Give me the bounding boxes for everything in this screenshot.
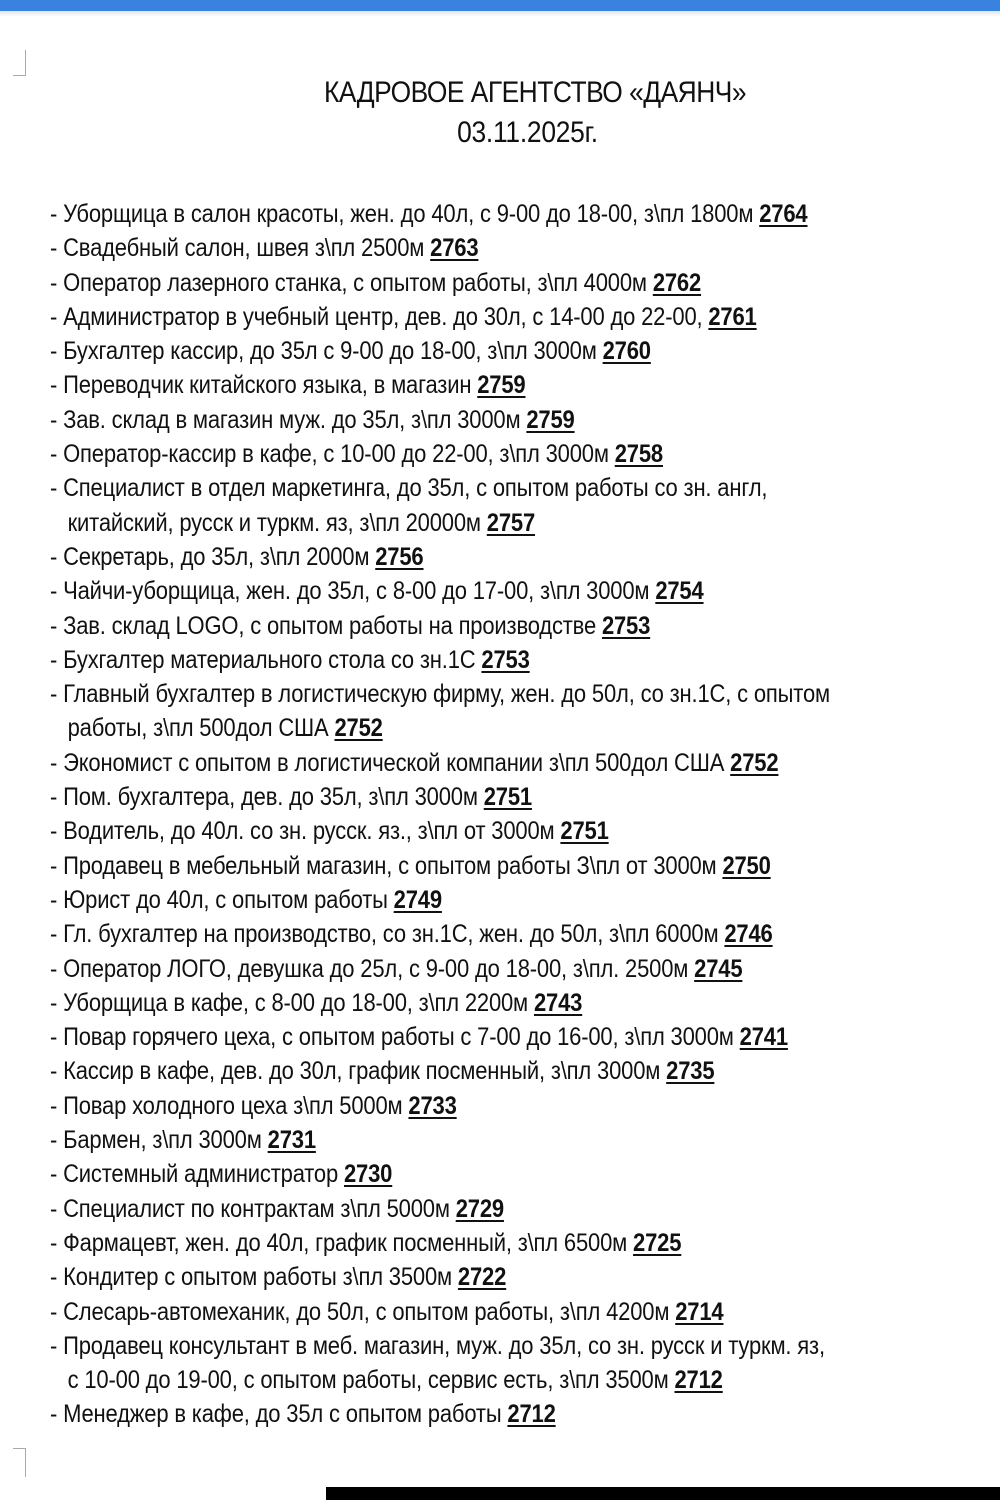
vacancy-item: [50, 266, 983, 300]
vacancy-text: - Переводчик китайского языка, в магазин: [50, 371, 478, 400]
vacancy-item: [50, 952, 983, 986]
vacancy-text: - Администратор в учебный центр, дев. до 30л, с 14-00 до 22-00,: [50, 302, 709, 331]
vacancy-text: китайский, русск и туркм. яз, з\пл 20000м: [67, 508, 487, 537]
vacancy-item: [50, 1020, 983, 1054]
vacancy-item: [50, 1226, 983, 1260]
vacancy-code: 2752: [334, 714, 383, 743]
vacancy-code: 2756: [375, 542, 424, 571]
vacancy-text: - Уборщица в кафе, с 8-00 до 18-00, з\пл 2200м: [50, 988, 534, 1017]
vacancy-text: - Оператор ЛОГО, девушка до 25л, с 9-00 до 18-00, з\пл. 2500м: [50, 954, 695, 983]
vacancy-text: - Бухгалтер кассир, до 35л с 9-00 до 18-00, з\пл 3000м: [50, 337, 603, 366]
vacancy-item: [50, 368, 983, 402]
vacancy-code: 2759: [477, 371, 526, 400]
vacancy-code: 2759: [526, 405, 575, 434]
document-date: 03.11.2025г.: [457, 116, 598, 149]
vacancy-item: [50, 574, 983, 608]
vacancy-text: - Менеджер в кафе, до 35л с опытом работы: [50, 1400, 508, 1429]
page-corner-marker-top: [13, 50, 26, 76]
vacancy-item: [50, 986, 983, 1020]
vacancy-item: [50, 677, 983, 711]
vacancy-text: - Системный администратор: [50, 1160, 345, 1189]
vacancy-item: [50, 643, 983, 677]
vacancy-code: 2764: [759, 200, 808, 228]
vacancy-item: [50, 1054, 983, 1088]
vacancy-item: [50, 1397, 983, 1431]
document-title: КАДРОВОЕ АГЕНТСТВО «ДАЯНЧ»: [323, 76, 746, 109]
vacancy-line-continuation: [50, 506, 983, 540]
vacancy-text: - Экономист с опытом в логистической компании з\пл 500дол США: [50, 748, 731, 777]
vacancy-item: [50, 1295, 983, 1329]
vacancy-text: - Продавец в мебельный магазин, с опытом работы З\пл от 3000м: [50, 851, 723, 880]
vacancy-item: [50, 231, 983, 265]
vacancy-code: 2741: [739, 1023, 788, 1052]
vacancy-item: [50, 403, 983, 437]
vacancy-line-continuation: [50, 711, 983, 745]
vacancy-text: - Кондитер с опытом работы з\пл 3500м: [50, 1263, 458, 1292]
vacancy-code: 2749: [393, 885, 442, 914]
vacancy-code: 2760: [602, 337, 651, 366]
vacancy-code: 2722: [457, 1263, 507, 1292]
vacancy-text: - Слесарь-автомеханик, до 50л, с опытом работы, з\пл 4200м: [50, 1297, 676, 1326]
vacancy-item: [50, 849, 983, 883]
vacancy-code: 2729: [455, 1194, 504, 1223]
vacancy-item: [50, 540, 983, 574]
vacancy-text: - Продавец консультант в меб. магазин, муж. до 35л, со зн. русск и туркм. яз,: [50, 1331, 825, 1360]
vacancy-code: 2752: [730, 748, 779, 777]
vacancy-code: 2746: [724, 920, 773, 949]
vacancy-text: - Зав. склад LOGO, с опытом работы на производстве: [50, 611, 602, 640]
vacancy-text: - Повар холодного цеха з\пл 5000м: [50, 1091, 409, 1120]
vacancy-text: - Уборщица в салон красоты, жен. до 40л, с 9-00 до 18-00, з\пл 1800м: [50, 200, 760, 228]
vacancy-item: [50, 1192, 983, 1226]
vacancy-item: [50, 437, 983, 471]
vacancy-item: [50, 1260, 983, 1294]
vacancy-text: - Бармен, з\пл 3000м: [50, 1126, 268, 1155]
vacancy-code: 2758: [614, 440, 663, 469]
vacancy-code: 2763: [430, 234, 479, 263]
vacancy-text: - Повар горячего цеха, с опытом работы с 7-00 до 16-00, з\пл 3000м: [50, 1023, 740, 1052]
vacancy-code: 2761: [708, 302, 757, 331]
vacancy-item: [50, 1089, 983, 1123]
vacancy-code: 2712: [674, 1366, 723, 1395]
vacancy-text: - Зав. склад в магазин муж. до 35л, з\пл 3000м: [50, 405, 527, 434]
vacancy-code: 2714: [675, 1297, 724, 1326]
vacancy-text: - Главный бухгалтер в логистическую фирму, жен. до 50л, со зн.1С, с опытом: [50, 680, 830, 709]
vacancy-text: - Оператор лазерного станка, с опытом работы, з\пл 4000м: [50, 268, 653, 297]
vacancy-code: 2743: [533, 988, 583, 1017]
vacancy-code: 2725: [633, 1228, 682, 1257]
vacancy-item: [50, 814, 983, 848]
vacancy-text: - Юрист до 40л, с опытом работы: [50, 885, 394, 914]
vacancy-text: - Оператор-кассир в кафе, с 10-00 до 22-00, з\пл 3000м: [50, 440, 615, 469]
vacancy-code: 2751: [560, 817, 609, 846]
vacancy-code: 2753: [481, 645, 530, 674]
vacancy-item: [50, 471, 983, 505]
vacancy-text: - Специалист в отдел маркетинга, до 35л, с опытом работы со зн. англ,: [50, 474, 768, 503]
vacancy-item: [50, 746, 983, 780]
vacancy-item: [50, 1123, 983, 1157]
vacancy-code: 2733: [408, 1091, 457, 1120]
vacancy-code: 2751: [483, 783, 532, 812]
vacancy-text: - Пом. бухгалтера, дев. до 35л, з\пл 3000м: [50, 783, 484, 812]
page-corner-marker-bottom: [13, 1448, 26, 1477]
vacancy-line-continuation: [50, 1363, 983, 1397]
vacancy-code: 2730: [344, 1160, 393, 1189]
vacancy-code: 2735: [666, 1057, 715, 1086]
vacancy-text: - Специалист по контрактам з\пл 5000м: [50, 1194, 456, 1223]
vacancy-item: [50, 1157, 983, 1191]
vacancy-list: [50, 197, 983, 1432]
vacancy-code: 2753: [601, 611, 651, 640]
bottom-overlay-bar: [326, 1487, 1000, 1500]
vacancy-code: 2750: [722, 851, 771, 880]
vacancy-code: 2757: [486, 508, 536, 537]
vacancy-item: [50, 780, 983, 814]
vacancy-code: 2712: [507, 1400, 556, 1429]
vacancy-item: [50, 300, 983, 334]
vacancy-item: [50, 197, 983, 231]
vacancy-item: [50, 1329, 983, 1363]
vacancy-text: - Бухгалтер материального стола со зн.1С: [50, 645, 482, 674]
vacancy-text: с 10-00 до 19-00, с опытом работы, сервис есть, з\пл 3500м: [67, 1366, 675, 1395]
vacancy-text: - Секретарь, до 35л, з\пл 2000м: [50, 542, 376, 571]
vacancy-text: - Свадебный салон, швея з\пл 2500м: [50, 234, 431, 263]
vacancy-code: 2754: [655, 577, 704, 606]
vacancy-text: - Фармацевт, жен. до 40л, график посменный, з\пл 6500м: [50, 1228, 634, 1257]
vacancy-item: [50, 609, 983, 643]
vacancy-item: [50, 334, 983, 368]
vacancy-code: 2745: [694, 954, 743, 983]
vacancy-item: [50, 883, 983, 917]
app-top-bar: [0, 0, 1000, 11]
vacancy-code: 2762: [652, 268, 702, 297]
vacancy-item: [50, 917, 983, 951]
vacancy-text: - Чайчи-уборщица, жен. до 35л, с 8-00 до 17-00, з\пл 3000м: [50, 577, 656, 606]
vacancy-text: - Гл. бухгалтер на производство, со зн.1С, жен. до 50л, з\пл 6000м: [50, 920, 725, 949]
vacancy-text: - Кассир в кафе, дев. до 30л, график посменный, з\пл 3000м: [50, 1057, 667, 1086]
vacancy-text: работы, з\пл 500дол США: [67, 714, 335, 743]
vacancy-code: 2731: [267, 1126, 316, 1155]
top-bar-shadow: [0, 11, 1000, 17]
vacancy-text: - Водитель, до 40л. со зн. русск. яз., з\пл от 3000м: [50, 817, 561, 846]
